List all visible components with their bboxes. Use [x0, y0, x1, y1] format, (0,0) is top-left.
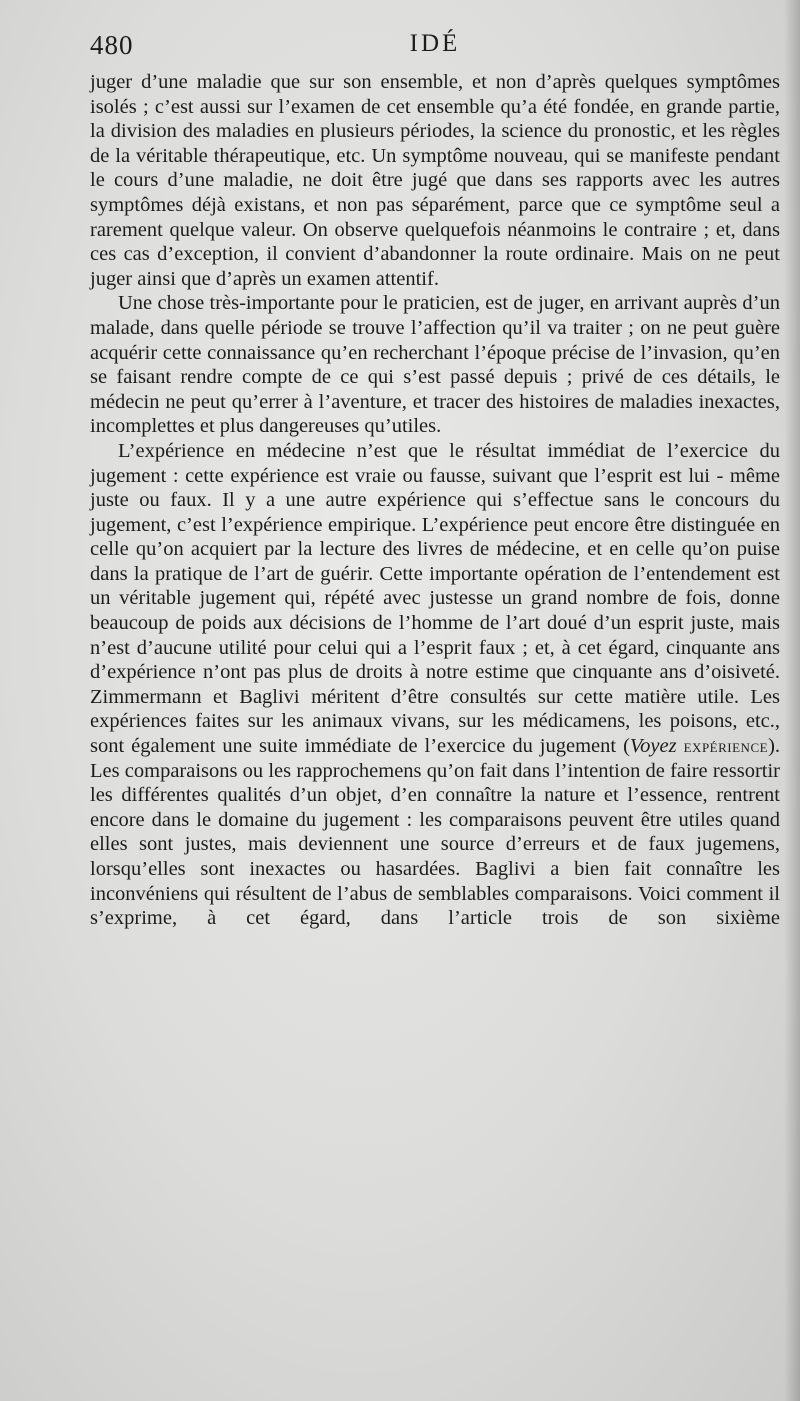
running-head: [90, 30, 780, 64]
see-also-word: Voyez: [629, 735, 677, 758]
see-also-term: expérience: [683, 736, 769, 757]
paragraph-2: Une chose très-importante pour le praticien, est de juger, en arrivant auprès d’un malade, dans quelle période se trouve l’affection qu’il va traiter ; on ne peut guère acquérir cette connaissance qu’en recherchant l’époque précise de l’invasion, qu’en se faisant rendre compte de ce qui s’est passé depuis ; privé de ces détails, le médecin ne peut qu’errer à l’aventure, et tracer des histoires de maladies inexactes, incomplettes et plus dangereuses qu’utiles.: [90, 292, 780, 438]
body-text: [90, 70, 780, 931]
paragraph-3: [90, 439, 780, 931]
paragraph-1: juger d’une maladie que sur son ensemble, et non d’après quelques symptômes isolés ; c’est aussi sur l’examen de cet ensemble qu’a été fondée, en grande partie, la division des maladies en plusieurs périodes, la science du pronostic, et les règles de la véritable thérapeutique, etc. Un symptôme nouveau, qui se manifeste pendant le cours d’une maladie, ne doit être jugé que dans ses rapports avec les autres symptômes déjà existans, et non pas séparément, parce que ce symptôme seul a rarement quelque valeur. On observe quelquefois néanmoins le contraire ; et, dans ces cas d’exception, il convient d’abandonner la route ordinaire. Mais on ne peut juger ainsi que d’après un examen attentif.: [90, 71, 780, 290]
paragraph-3-text-before: L’expérience en médecine n’est que le résultat immédiat de l’exercice du jugement : cette expérience est vraie ou fausse, suivant que l’esprit est lui - même juste ou faux. Il y a une autre expérience qui s’effectue sans le concours du jugement, c’est l’expérience empirique. L’expérience peut encore être distinguée en celle qu’on acquiert par la lecture des livres de médecine, et en celle qu’on puise dans la pratique de l’art de guérir. Cette importante opération de l’entendement est un véritable jugement qui, répété avec justesse un grand nombre de fois, donne beaucoup de poids aux décisions de l’homme de l’art doué d’un esprit juste, mais n’est d’aucune utilité pour celui qui a l’esprit faux ; et, à cet égard, cinquante ans d’expérience n’ont pas plus de droits à notre estime que cinquante ans d’oisiveté. Zimmermann et Baglivi méritent d’être consultés sur cette matière utile. Les expériences faites sur les animaux vivans, sur les médicamens, les poisons, etc., sont également une suite immédiate de l’exercice du jugement (: [90, 439, 780, 758]
running-head-title: IDÉ: [409, 30, 461, 57]
page-number: 480: [90, 30, 134, 60]
paragraph-3-text-after: ). Les comparaisons ou les rapprochemens qu’on fait dans l’intention de faire ressortir les différentes qualités d’un objet, d’en connaître la nature et l’essence, rentrent encore dans le domaine du jugement : les comparaisons peuvent être utiles quand elles sont justes, mais deviennent une source d’erreurs et de faux jugemens, lorsqu’elles sont inexactes ou hasardées. Baglivi a bien fait connaître les inconvéniens qui résultent de l’abus de semblables comparaisons. Voici comment il s’exprime, à cet égard, dans l’article trois de son sixième: [90, 735, 781, 930]
